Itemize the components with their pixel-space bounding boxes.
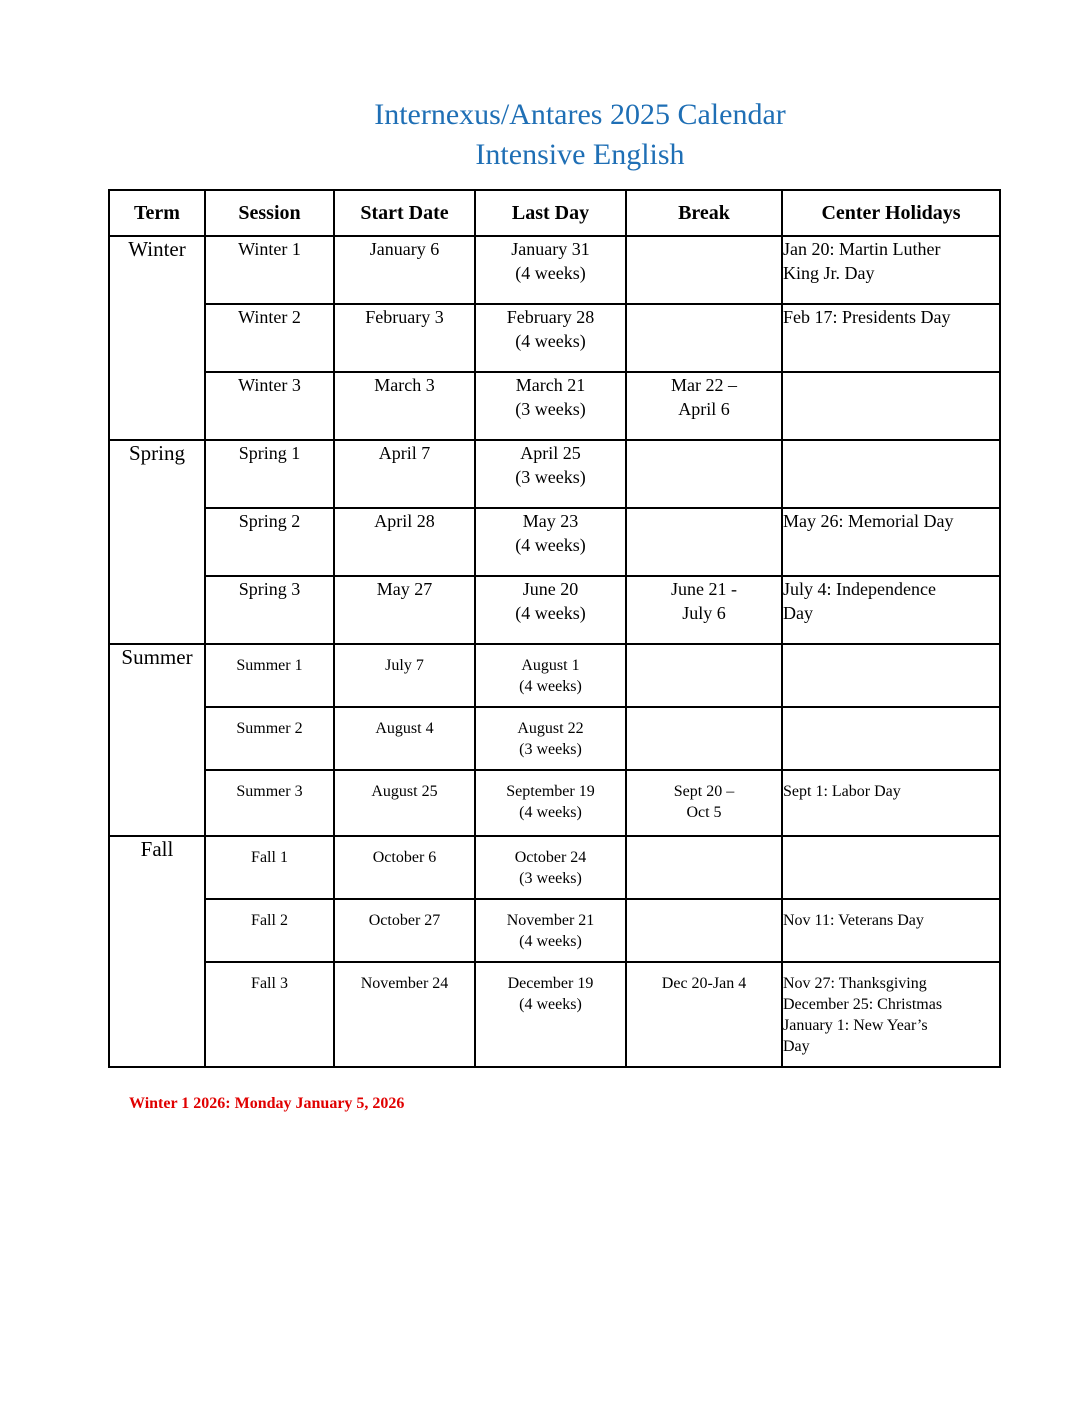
- holidays-cell: Nov 27: Thanksgiving December 25: Christmas January 1: New Year’s Day: [782, 962, 1000, 1067]
- break-cell: Mar 22 – April 6: [626, 372, 782, 440]
- break-cell: [626, 440, 782, 508]
- header-term: Term: [109, 190, 205, 236]
- start-date-cell: January 6: [334, 236, 475, 304]
- header-start-date: Start Date: [334, 190, 475, 236]
- header-center-holidays: Center Holidays: [782, 190, 1000, 236]
- last-day-cell: August 1 (4 weeks): [475, 644, 626, 707]
- header-row: [109, 190, 1000, 236]
- holidays-cell: Sept 1: Labor Day: [782, 770, 1000, 836]
- last-day-cell: August 22 (3 weeks): [475, 707, 626, 770]
- table-row: [109, 304, 1000, 372]
- break-cell: Sept 20 – Oct 5: [626, 770, 782, 836]
- holidays-cell: [782, 836, 1000, 899]
- holidays-cell: July 4: Independence Day: [782, 576, 1000, 644]
- session-cell: Spring 2: [205, 508, 334, 576]
- start-date-cell: October 27: [334, 899, 475, 962]
- next-session-note: Winter 1 2026: Monday January 5, 2026: [129, 1095, 405, 1112]
- table-row: [109, 644, 1000, 707]
- session-cell: Winter 2: [205, 304, 334, 372]
- break-cell: [626, 644, 782, 707]
- session-cell: Spring 3: [205, 576, 334, 644]
- break-cell: [626, 899, 782, 962]
- last-day-cell: September 19 (4 weeks): [475, 770, 626, 836]
- start-date-cell: April 28: [334, 508, 475, 576]
- break-cell: [626, 836, 782, 899]
- last-day-cell: December 19 (4 weeks): [475, 962, 626, 1067]
- last-day-cell: May 23 (4 weeks): [475, 508, 626, 576]
- break-cell: June 21 - July 6: [626, 576, 782, 644]
- start-date-cell: October 6: [334, 836, 475, 899]
- last-day-cell: June 20 (4 weeks): [475, 576, 626, 644]
- term-cell: Fall: [109, 836, 205, 1067]
- session-cell: Summer 3: [205, 770, 334, 836]
- page-title: Internexus/Antares 2025 Calendar: [374, 98, 786, 131]
- table-row: [109, 576, 1000, 644]
- last-day-cell: October 24 (3 weeks): [475, 836, 626, 899]
- session-cell: Summer 2: [205, 707, 334, 770]
- holidays-cell: [782, 644, 1000, 707]
- holidays-cell: Feb 17: Presidents Day: [782, 304, 1000, 372]
- term-cell: Winter: [109, 236, 205, 440]
- session-cell: Fall 3: [205, 962, 334, 1067]
- holidays-cell: [782, 707, 1000, 770]
- break-cell: [626, 236, 782, 304]
- page-subtitle: Intensive English: [475, 138, 685, 171]
- session-cell: Summer 1: [205, 644, 334, 707]
- break-cell: [626, 508, 782, 576]
- session-cell: Fall 2: [205, 899, 334, 962]
- table-row: [109, 372, 1000, 440]
- last-day-cell: April 25 (3 weeks): [475, 440, 626, 508]
- session-cell: Winter 3: [205, 372, 334, 440]
- header-break: Break: [626, 190, 782, 236]
- session-cell: Spring 1: [205, 440, 334, 508]
- term-cell: Summer: [109, 644, 205, 836]
- session-cell: Fall 1: [205, 836, 334, 899]
- calendar-table: [108, 189, 1001, 1068]
- table-row: [109, 899, 1000, 962]
- holidays-cell: [782, 440, 1000, 508]
- holidays-cell: Nov 11: Veterans Day: [782, 899, 1000, 962]
- holidays-cell: [782, 372, 1000, 440]
- holidays-cell: Jan 20: Martin Luther King Jr. Day: [782, 236, 1000, 304]
- table-row: [109, 770, 1000, 836]
- break-cell: [626, 304, 782, 372]
- start-date-cell: August 4: [334, 707, 475, 770]
- holidays-cell: May 26: Memorial Day: [782, 508, 1000, 576]
- table-row: [109, 508, 1000, 576]
- last-day-cell: November 21 (4 weeks): [475, 899, 626, 962]
- start-date-cell: March 3: [334, 372, 475, 440]
- table-row: [109, 707, 1000, 770]
- last-day-cell: January 31 (4 weeks): [475, 236, 626, 304]
- break-cell: [626, 707, 782, 770]
- start-date-cell: August 25: [334, 770, 475, 836]
- start-date-cell: May 27: [334, 576, 475, 644]
- table-row: [109, 836, 1000, 899]
- start-date-cell: February 3: [334, 304, 475, 372]
- header-session: Session: [205, 190, 334, 236]
- session-cell: Winter 1: [205, 236, 334, 304]
- break-cell: Dec 20-Jan 4: [626, 962, 782, 1067]
- table-row: [109, 962, 1000, 1067]
- term-cell: Spring: [109, 440, 205, 644]
- start-date-cell: April 7: [334, 440, 475, 508]
- last-day-cell: March 21 (3 weeks): [475, 372, 626, 440]
- table-row: [109, 236, 1000, 304]
- table-row: [109, 440, 1000, 508]
- start-date-cell: November 24: [334, 962, 475, 1067]
- start-date-cell: July 7: [334, 644, 475, 707]
- header-last-day: Last Day: [475, 190, 626, 236]
- last-day-cell: February 28 (4 weeks): [475, 304, 626, 372]
